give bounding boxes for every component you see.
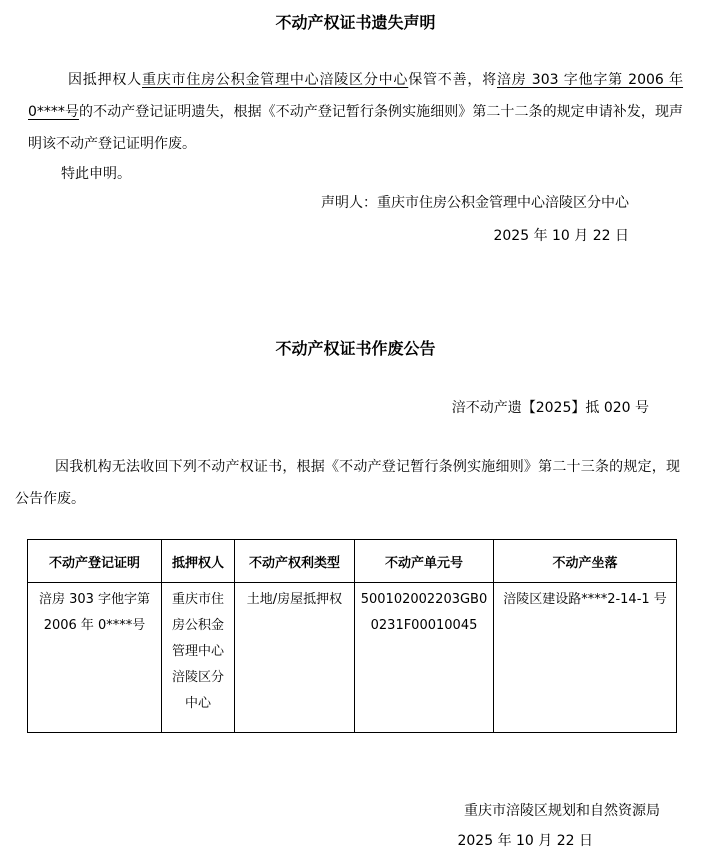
cell-unit-number: 500102002203GB00231F00010045 (355, 583, 494, 733)
column-header: 不动产坐落 (494, 540, 677, 583)
declaration-body (28, 64, 683, 160)
declaration-title: 不动产权证书遗失声明 (275, 13, 436, 32)
table-header-row (28, 540, 677, 583)
cell-right-type: 土地/房屋抵押权 (235, 583, 355, 733)
declarant: 声明人：重庆市住房公积金管理中心涪陵区分中心 (321, 195, 629, 211)
column-header: 抵押权人 (162, 540, 235, 583)
announcement-doc-number: 涪不动产遗【2025】抵 020 号 (451, 400, 649, 416)
cell-mortgagee: 重庆市住房公积金管理中心涪陵区分中心 (162, 583, 235, 733)
mortgagee-name: 重庆市住房公积金管理中心涪陵区分中心 (141, 72, 409, 88)
declaration-date: 2025 年 10 月 22 日 (493, 228, 629, 244)
announcement-title: 不动产权证书作废公告 (275, 339, 436, 358)
declaration-closing: 特此申明。 (61, 166, 131, 182)
certificate-number: 涪房 303 字他字第 2006 年 0****号 (28, 72, 684, 120)
column-header: 不动产权利类型 (235, 540, 355, 583)
declaration-body-suffix: 的不动产登记证明遗失，根据《不动产登记暂行条例实施细则》第二十二条的规定申请补发，现声明该不动产登记证明作废。 (28, 104, 683, 152)
column-header: 不动产单元号 (355, 540, 494, 583)
void-certificate-table (27, 539, 677, 733)
declaration-body-prefix: 因抵押权人 (68, 72, 142, 88)
declaration-body-mid: 保管不善，将 (408, 72, 497, 88)
issuer: 重庆市涪陵区规划和自然资源局 (464, 803, 660, 819)
cell-certificate: 涪房 303 字他字第 2006 年 0****号 (28, 583, 162, 733)
announcement-body: 因我机构无法收回下列不动产权证书，根据《不动产登记暂行条例实施细则》第二十三条的规定，现公告作废。 (15, 459, 680, 507)
column-header: 不动产登记证明 (28, 540, 162, 583)
table-row (28, 583, 677, 733)
announcement-date: 2025 年 10 月 22 日 (457, 833, 593, 849)
cell-location: 涪陵区建设路****2-14-1 号 (494, 583, 677, 733)
